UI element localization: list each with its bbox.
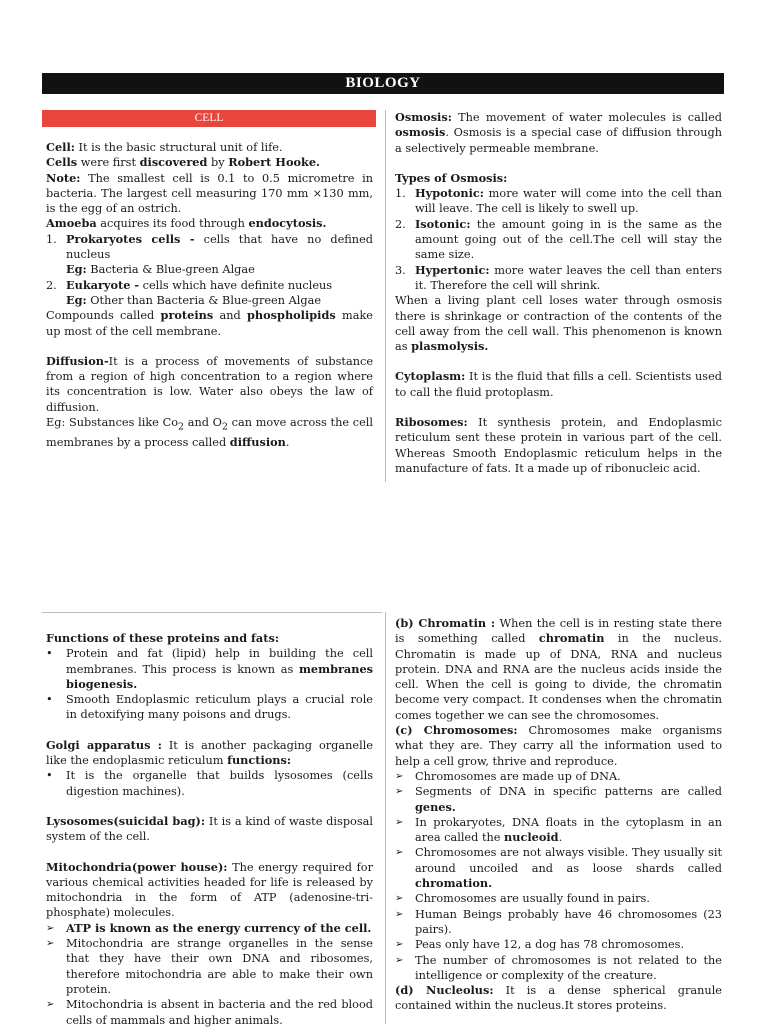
- arrow-bullet-icon: ➢: [395, 954, 404, 966]
- cells-discovery: Cells were first discovered by Robert Hooke.: [46, 155, 320, 170]
- section-title-cell: CELL: [42, 110, 376, 127]
- arrow-bullet-icon: ➢: [395, 893, 404, 905]
- row-divider: [42, 612, 382, 613]
- osmosis-definition: Osmosis: The movement of water molecules is called osmosis. Osmosis is a special case of diffusion through a selectively permeable membrane.: [395, 110, 722, 155]
- osmosis-types-list: [395, 186, 722, 293]
- arrow-bullet-icon: ➢: [46, 938, 55, 950]
- list-item: 2. Isotonic: the amount going in is the same as the amount going out of the cell.The cell will stay the same size.: [395, 216, 722, 262]
- cell-size-note: Note: The smallest cell is 0.1 to 0.5 micrometre in bacteria. The largest cell measuring 170 mm ×130 mm, is the egg of an ostrich.: [46, 170, 373, 216]
- bullet-icon: •: [46, 769, 53, 783]
- arrow-bullet-icon: ➢: [395, 770, 404, 782]
- list-item: ➢ Chromosomes are usually found in pairs.: [395, 892, 650, 906]
- column-nucleus: [395, 616, 722, 1014]
- list-item: ➢ In prokaryotes, DNA floats in the cytoplasm in an area called the nucleoid.: [395, 815, 722, 845]
- list-item: 2. Eukaryote - cells which have definite nucleus Eg: Other than Bacteria & Blue-green Algae: [46, 277, 333, 307]
- list-item: ➢ The number of chromosomes is not related to the intelligence or complexity of the creature.: [395, 953, 722, 982]
- bullet-icon: •: [46, 693, 53, 707]
- column-divider-bottom: [385, 612, 386, 1024]
- golgi-list: [46, 768, 373, 799]
- bullet-icon: •: [46, 647, 53, 661]
- types-heading: Types of Osmosis:: [395, 170, 508, 185]
- arrow-bullet-icon: ➢: [395, 939, 404, 951]
- chromosomes-list: [395, 769, 722, 983]
- list-item: ➢ ATP is known as the energy currency of the cell.: [46, 920, 372, 935]
- column-divider-top: [385, 110, 386, 482]
- list-item: 1. Hypotonic: more water will come into the cell than will leave. The cell is likely to swell up.: [395, 186, 722, 216]
- list-item: ➢ Mitochondria are strange organelles in the sense that they have their own DNA and ribosomes, therefore mitochondria are able to make their own protein.: [46, 937, 373, 996]
- list-item: ➢ Chromosomes are not always visible. They usually sit around uncoiled and as loose shards called chromation.: [395, 846, 722, 891]
- list-item: • Protein and fat (lipid) help in building the cell membranes. This process is known as membranes biogenesis.: [46, 647, 373, 691]
- list-item: • It is the organelle that builds lysosomes (cells digestion machines).: [46, 769, 373, 798]
- golgi-definition: Golgi apparatus : It is another packaging organelle like the endoplasmic reticulum functions:: [46, 737, 373, 768]
- lysosomes-definition: Lysosomes(suicidal bag): It is a kind of waste disposal system of the cell.: [46, 813, 373, 844]
- ribosomes-definition: Ribosomes: It synthesis protein, and Endoplasmic reticulum sent these protein in various part of the cell. Whereas Smooth Endoplasmic reticulum helps in the manufacture of fats. It a made up of ribonucleic acid.: [395, 415, 722, 475]
- cell-definition: Cell: It is the basic structural unit of life.: [46, 140, 283, 154]
- list-item: ➢ Peas only have 12, a dog has 78 chromosomes.: [395, 938, 685, 952]
- list-item: ➢ Chromosomes are made up of DNA.: [395, 769, 621, 783]
- diffusion-example: Eg: Substances like $Co_2$ and $O_2$ can move across the cell membranes by a process called diffusion.: [46, 416, 373, 449]
- list-item: 1. Prokaryotes cells - cells that have no defined nucleus Eg: Bacteria & Blue-green Algae: [46, 231, 373, 277]
- functions-list: [46, 646, 373, 722]
- functions-heading: Functions of these proteins and fats:: [46, 631, 279, 645]
- chromatin-definition: (b) Chromatin : When the cell is in resting state there is something called chromatin in the nucleus. Chromatin is made up of DNA, RNA and nucleus protein. DNA and RNA are the nucleus acids inside the cell. When the cell is going to divide, the chromatin become very compact. It condenses when the chromatin comes together we can see the chromosomes.: [395, 616, 722, 722]
- page-title: BIOLOGY: [42, 73, 724, 94]
- mitochondria-list: [46, 921, 373, 1028]
- cytoplasm-definition: Cytoplasm: It is the fluid that fills a cell. Scientists used to call the fluid protoplasm.: [395, 369, 722, 399]
- membrane-compounds: Compounds called proteins and phospholipids make up most of the cell membrane.: [46, 308, 373, 338]
- list-item: ➢ Segments of DNA in specific patterns are called genes.: [395, 785, 722, 814]
- diffusion-definition: Diffusion-It is a process of movements of substance from a region of high concentration to a region where its concentration is low. Water also obeys the law of diffusion.: [46, 353, 373, 414]
- plasmolysis-text: When a living plant cell loses water through osmosis there is shrinkage or contraction of the contents of the cell away from the cell wall. This phenomenon is known as plasmolysis.: [395, 294, 722, 354]
- arrow-bullet-icon: ➢: [46, 922, 55, 934]
- amoeba-note: Amoeba acquires its food through endocytosis.: [46, 216, 327, 231]
- arrow-bullet-icon: ➢: [395, 908, 404, 920]
- arrow-bullet-icon: ➢: [395, 847, 404, 859]
- column-cell-basics: [46, 140, 373, 450]
- list-item: • Smooth Endoplasmic reticulum plays a crucial role in detoxifying many poisons and drugs.: [46, 693, 373, 722]
- column-osmosis: [395, 110, 722, 476]
- column-organelles: [46, 631, 373, 1028]
- mitochondria-definition: Mitochondria(power house): The energy required for various chemical activities headed for life is released by mitochondria in the form of ATP (adenosine-tri-phosphate) molecules.: [46, 859, 373, 920]
- list-item: ➢ Mitochondria is absent in bacteria and the red blood cells of mammals and higher animals.: [46, 998, 373, 1027]
- nucleolus-definition: (d) Nucleolus: It is a dense spherical granule contained within the nucleus.It stores proteins.: [395, 983, 722, 1013]
- list-item: 3. Hypertonic: more water leaves the cell than enters it. Therefore the cell will shrink.: [395, 262, 722, 292]
- arrow-bullet-icon: ➢: [395, 816, 404, 828]
- chromosomes-definition: (c) Chromosomes: Chromosomes make organisms what they are. They carry all the information used to help a cell grow, thrive and reproduce.: [395, 723, 723, 768]
- list-item: ➢ Human Beings probably have 46 chromosomes (23 pairs).: [395, 907, 722, 936]
- arrow-bullet-icon: ➢: [46, 999, 55, 1011]
- cell-types-list: [46, 232, 373, 308]
- arrow-bullet-icon: ➢: [395, 786, 404, 798]
